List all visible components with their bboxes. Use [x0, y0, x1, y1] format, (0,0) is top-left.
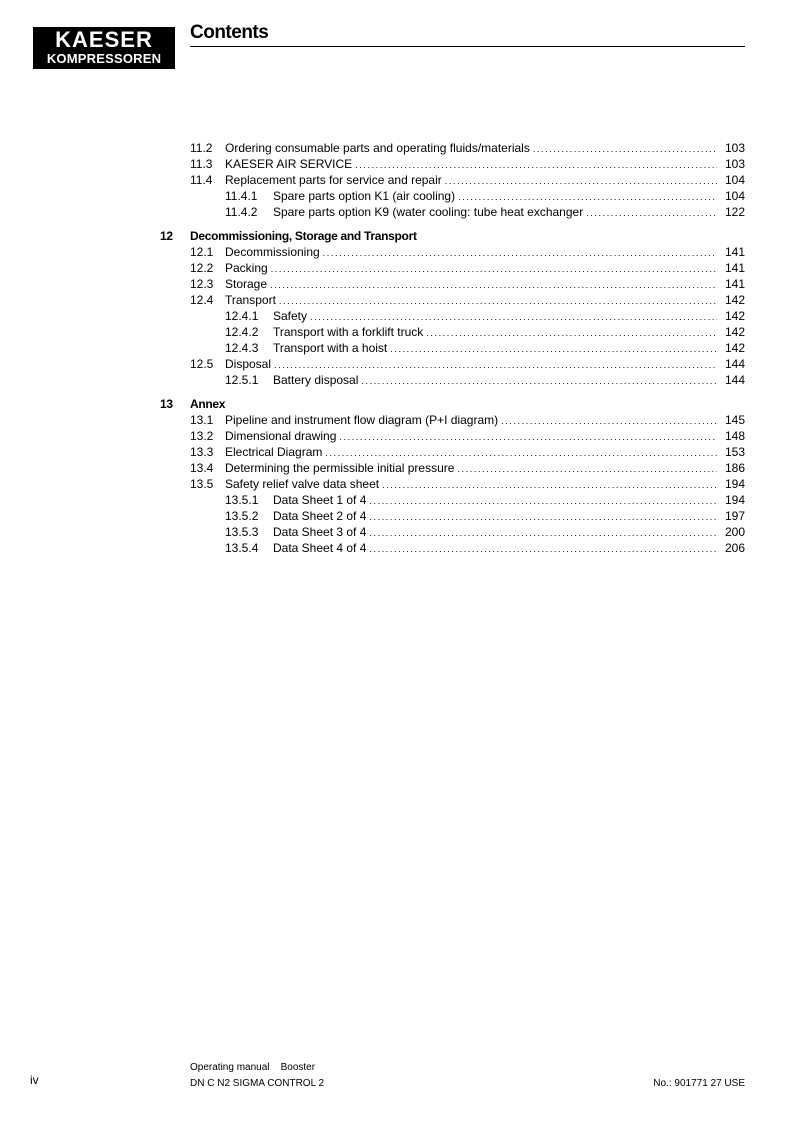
- toc-number: 13.4: [190, 461, 214, 475]
- toc-title: Safety: [273, 309, 308, 323]
- toc-entry[interactable]: [225, 188, 745, 204]
- toc-dot-leader: [369, 509, 717, 525]
- toc-title: Data Sheet 2 of 4: [273, 509, 367, 523]
- toc-dot-leader: [323, 245, 717, 261]
- toc-title: Battery disposal: [273, 373, 359, 387]
- toc-entry[interactable]: [190, 412, 745, 428]
- toc-dot-leader: [458, 189, 717, 205]
- toc-number: 12.4.3: [225, 341, 259, 355]
- toc-number: 13.5.2: [225, 509, 259, 523]
- toc-title: Decommissioning, Storage and Transport: [190, 229, 417, 243]
- toc-entry[interactable]: [190, 292, 745, 308]
- toc-title: Data Sheet 3 of 4: [273, 525, 367, 539]
- toc-title: Data Sheet 4 of 4: [273, 541, 367, 555]
- toc-entry[interactable]: [190, 276, 745, 292]
- toc-chapter[interactable]: [160, 228, 745, 244]
- toc-dot-leader: [501, 413, 717, 429]
- toc-number: 11.2: [190, 141, 213, 155]
- footer-manual-title: Operating manual Booster: [190, 1062, 316, 1073]
- toc-page-number: 142: [724, 341, 745, 355]
- toc-page-number: 145: [724, 413, 745, 427]
- toc-entry[interactable]: [190, 356, 745, 372]
- toc-dot-leader: [271, 261, 717, 277]
- toc-dot-leader: [586, 205, 717, 221]
- toc-page-number: 104: [724, 173, 745, 187]
- toc-dot-leader: [533, 141, 717, 157]
- toc-number: 13: [160, 397, 173, 411]
- toc-entry[interactable]: [225, 540, 745, 556]
- toc-page-number: 104: [724, 189, 745, 203]
- toc-number: 12.4.1: [225, 309, 259, 323]
- toc-number: 12.5.1: [225, 373, 259, 387]
- toc-dot-leader: [369, 541, 717, 557]
- toc-page-number: 141: [724, 261, 745, 275]
- footer-document-number: No.: 901771 27 USE: [653, 1078, 745, 1089]
- toc-dot-leader: [355, 157, 717, 173]
- toc-entry[interactable]: [190, 172, 745, 188]
- toc-dot-leader: [382, 477, 717, 493]
- toc-page-number: 122: [724, 205, 745, 219]
- toc-page-number: 144: [724, 357, 745, 371]
- toc-title: Dimensional drawing: [225, 429, 337, 443]
- toc-page-number: 206: [724, 541, 745, 555]
- toc-title: Electrical Diagram: [225, 445, 323, 459]
- toc-number: 13.1: [190, 413, 214, 427]
- toc-entry[interactable]: [190, 444, 745, 460]
- page-title: Contents: [190, 22, 269, 43]
- toc-chapter[interactable]: [160, 396, 745, 412]
- toc-entry[interactable]: [225, 508, 745, 524]
- toc-entry[interactable]: [225, 372, 745, 388]
- toc-page-number: 103: [724, 157, 745, 171]
- toc-number: 12.1: [190, 245, 214, 259]
- toc-number: 12.4.2: [225, 325, 259, 339]
- toc-dot-leader: [445, 173, 717, 189]
- toc-page-number: 197: [724, 509, 745, 523]
- toc-number: 12.5: [190, 357, 214, 371]
- toc-entry[interactable]: [190, 260, 745, 276]
- toc-page-number: 142: [724, 293, 745, 307]
- toc-number: 13.5.3: [225, 525, 259, 539]
- footer-model: DN C N2 SIGMA CONTROL 2: [190, 1078, 325, 1089]
- toc-title: Safety relief valve data sheet: [225, 477, 380, 491]
- toc-number: 13.2: [190, 429, 214, 443]
- toc-entry[interactable]: [225, 308, 745, 324]
- toc-page-number: 148: [724, 429, 745, 443]
- toc-page-number: 194: [724, 493, 745, 507]
- toc-page-number: 144: [724, 373, 745, 387]
- toc-dot-leader: [369, 525, 717, 541]
- toc-entry[interactable]: [225, 340, 745, 356]
- toc-page-number: 142: [724, 309, 745, 323]
- toc-page-number: 194: [724, 477, 745, 491]
- toc-page-number: 186: [724, 461, 745, 475]
- toc-title: Ordering consumable parts and operating fluids/materials: [225, 141, 530, 155]
- toc-title: Pipeline and instrument flow diagram (P+I diagram): [225, 413, 499, 427]
- toc-title: Transport with a forklift truck: [273, 325, 424, 339]
- toc-dot-leader: [361, 373, 717, 389]
- toc-entry[interactable]: [190, 244, 745, 260]
- toc-title: Spare parts option K9 (water cooling: tube heat exchanger: [273, 205, 584, 219]
- toc-dot-leader: [274, 357, 717, 373]
- toc-title: KAESER AIR SERVICE: [225, 157, 353, 171]
- toc-page-number: 142: [724, 325, 745, 339]
- toc-number: 11.4: [190, 173, 213, 187]
- toc-dot-leader: [310, 309, 717, 325]
- toc-title: Replacement parts for service and repair: [225, 173, 442, 187]
- toc-dot-leader: [279, 293, 717, 309]
- toc-number: 12: [160, 229, 173, 243]
- kaeser-logo: [33, 27, 175, 69]
- header-divider: [190, 46, 745, 47]
- toc-title: Transport with a hoist: [273, 341, 388, 355]
- logo-wordmark: KAESER: [55, 27, 153, 52]
- toc-number: 11.4.1: [225, 189, 258, 203]
- toc-title: Decommissioning: [225, 245, 320, 259]
- toc-dot-leader: [339, 429, 717, 445]
- toc-entry[interactable]: [190, 428, 745, 444]
- toc-number: 12.2: [190, 261, 214, 275]
- toc-entry[interactable]: [225, 524, 745, 540]
- toc-dot-leader: [270, 277, 717, 293]
- toc-entry[interactable]: [225, 324, 745, 340]
- toc-page-number: 141: [724, 277, 745, 291]
- page-number-label: iv: [30, 1073, 39, 1087]
- toc-number: 11.3: [190, 157, 213, 171]
- toc-entry[interactable]: [190, 140, 745, 156]
- toc-number: 12.4: [190, 293, 214, 307]
- toc-number: 11.4.2: [225, 205, 258, 219]
- toc-number: 13.5.1: [225, 493, 259, 507]
- toc-entry[interactable]: [190, 476, 745, 492]
- toc-title: Determining the permissible initial pressure: [225, 461, 455, 475]
- toc-title: Packing: [225, 261, 268, 275]
- toc-page-number: 153: [724, 445, 745, 459]
- toc-page-number: 141: [724, 245, 745, 259]
- toc-dot-leader: [426, 325, 717, 341]
- toc-page-number: 200: [724, 525, 745, 539]
- toc-entry[interactable]: [190, 156, 745, 172]
- toc-title: Storage: [225, 277, 268, 291]
- toc-dot-leader: [369, 493, 717, 509]
- toc-entry[interactable]: [225, 204, 745, 220]
- toc-title: Data Sheet 1 of 4: [273, 493, 367, 507]
- toc-number: 13.3: [190, 445, 214, 459]
- toc-entry[interactable]: [225, 492, 745, 508]
- toc-dot-leader: [390, 341, 717, 357]
- toc-entry[interactable]: [190, 460, 745, 476]
- toc-dot-leader: [457, 461, 717, 477]
- toc-number: 13.5.4: [225, 541, 259, 555]
- toc-number: 13.5: [190, 477, 214, 491]
- toc-dot-leader: [325, 445, 717, 461]
- toc-title: Transport: [225, 293, 276, 307]
- toc-page-number: 103: [724, 141, 745, 155]
- toc-title: Disposal: [225, 357, 272, 371]
- toc-number: 12.3: [190, 277, 214, 291]
- toc-title: Annex: [190, 397, 226, 411]
- toc-title: Spare parts option K1 (air cooling): [273, 189, 456, 203]
- logo-subtitle: KOMPRESSOREN: [46, 51, 162, 66]
